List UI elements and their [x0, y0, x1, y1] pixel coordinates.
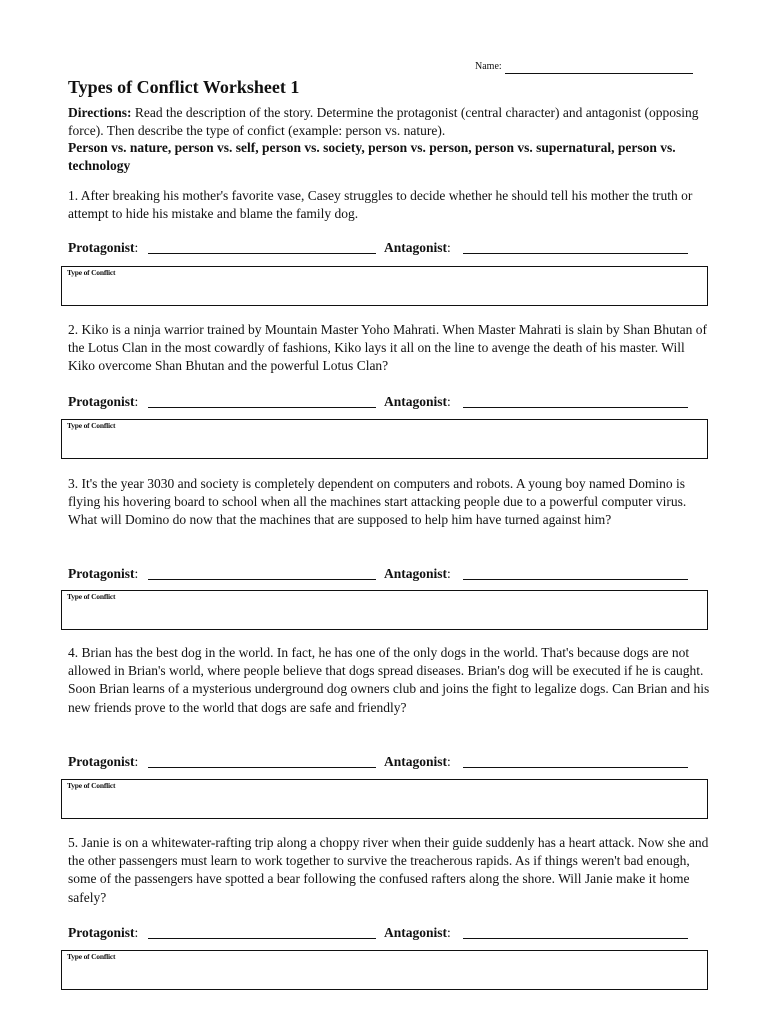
- question-4: 4. Brian has the best dog in the world. In fact, he has one of the only dogs in the world. That's because dogs are not allowed in Brian's world, where people believe that dogs spread diseases. Brian's dog will be executed if he is caught. Soon Brian learns of a mysterious underground dog owners club and joins the fight to legalize dogs. Can Brian and his new friends prove to the world that dogs are safe and friendly?: [68, 645, 710, 715]
- antagonist-label: Antagonist:: [384, 566, 451, 581]
- conflict-box-label: Type of Conflict: [67, 421, 116, 430]
- name-label: Name:: [475, 61, 502, 72]
- question-1: 1. After breaking his mother's favorite vase, Casey struggles to decide whether he should tell his mother the truth or attempt to hide his mistake and blame the family dog.: [68, 188, 693, 222]
- protagonist-field-5[interactable]: [148, 938, 376, 939]
- answer-row-1: [68, 239, 708, 257]
- antagonist-label: Antagonist:: [384, 394, 451, 409]
- antagonist-label: Antagonist:: [384, 925, 451, 940]
- protagonist-field-4[interactable]: [148, 767, 376, 768]
- protagonist-label: Protagonist:: [68, 925, 139, 940]
- conflict-types-list: [68, 139, 708, 174]
- antagonist-field-2[interactable]: [463, 407, 688, 408]
- conflict-box-5[interactable]: [61, 950, 708, 990]
- antagonist-field-3[interactable]: [463, 579, 688, 580]
- conflict-box-4[interactable]: [61, 779, 708, 819]
- antagonist-field-4[interactable]: [463, 767, 688, 768]
- answer-row-5: [68, 924, 708, 942]
- directions-label: Directions:: [68, 105, 132, 120]
- antagonist-field-1[interactable]: [463, 253, 688, 254]
- directions-text: [68, 104, 708, 139]
- question-3: 3. It's the year 3030 and society is completely dependent on computers and robots. A young boy named Domino is flying his hovering board to school when all the machines start attacking people due to a powerful computer virus. What will Domino do now that the machines that are supposed to help him have turned against him?: [68, 476, 687, 528]
- answer-row-4: [68, 753, 708, 771]
- page-title: Types of Conflict Worksheet 1: [68, 77, 300, 97]
- antagonist-label: Antagonist:: [384, 240, 451, 255]
- name-field[interactable]: [505, 61, 693, 74]
- protagonist-field-1[interactable]: [148, 253, 376, 254]
- conflict-types-text: Person vs. nature, person vs. self, person vs. society, person vs. person, person vs. supernatural, person vs. technology: [68, 140, 676, 173]
- question-5: 5. Janie is on a whitewater-rafting trip along a choppy river when their guide suddenly has a heart attack. Now she and the other passengers must learn to work together to survive the treacherous rapids. As if things weren't bad enough, some of the passengers have spotted a bear following the confused rafters along the shore. Will Janie make it home safely?: [68, 835, 709, 905]
- question-2: 2. Kiko is a ninja warrior trained by Mountain Master Yoho Mahrati. When Master Mahrati is slain by Shan Bhutan of the Lotus Clan in the most cowardly of fashions, Kiko lays it all on the line to avenge the death of his master. Will Kiko overcome Shan Bhutan and the powerful Lotus Clan?: [68, 322, 708, 374]
- directions-block: [68, 104, 708, 174]
- conflict-box-2[interactable]: [61, 419, 708, 459]
- protagonist-label: Protagonist:: [68, 754, 139, 769]
- protagonist-field-3[interactable]: [148, 579, 376, 580]
- protagonist-label: Protagonist:: [68, 240, 139, 255]
- directions-body: Read the description of the story. Determine the protagonist (central character) and antagonist (opposing force). Then describe the type of confict (example: person vs. nature).: [68, 105, 699, 138]
- antagonist-field-5[interactable]: [463, 938, 688, 939]
- answer-row-3: [68, 565, 708, 583]
- conflict-box-1[interactable]: [61, 266, 708, 306]
- conflict-box-label: Type of Conflict: [67, 268, 116, 277]
- conflict-box-label: Type of Conflict: [67, 781, 116, 790]
- protagonist-label: Protagonist:: [68, 566, 139, 581]
- conflict-box-label: Type of Conflict: [67, 952, 116, 961]
- conflict-box-label: Type of Conflict: [67, 592, 116, 601]
- conflict-box-3[interactable]: [61, 590, 708, 630]
- protagonist-field-2[interactable]: [148, 407, 376, 408]
- antagonist-label: Antagonist:: [384, 754, 451, 769]
- answer-row-2: [68, 393, 708, 411]
- protagonist-label: Protagonist:: [68, 394, 139, 409]
- name-line: [475, 60, 693, 74]
